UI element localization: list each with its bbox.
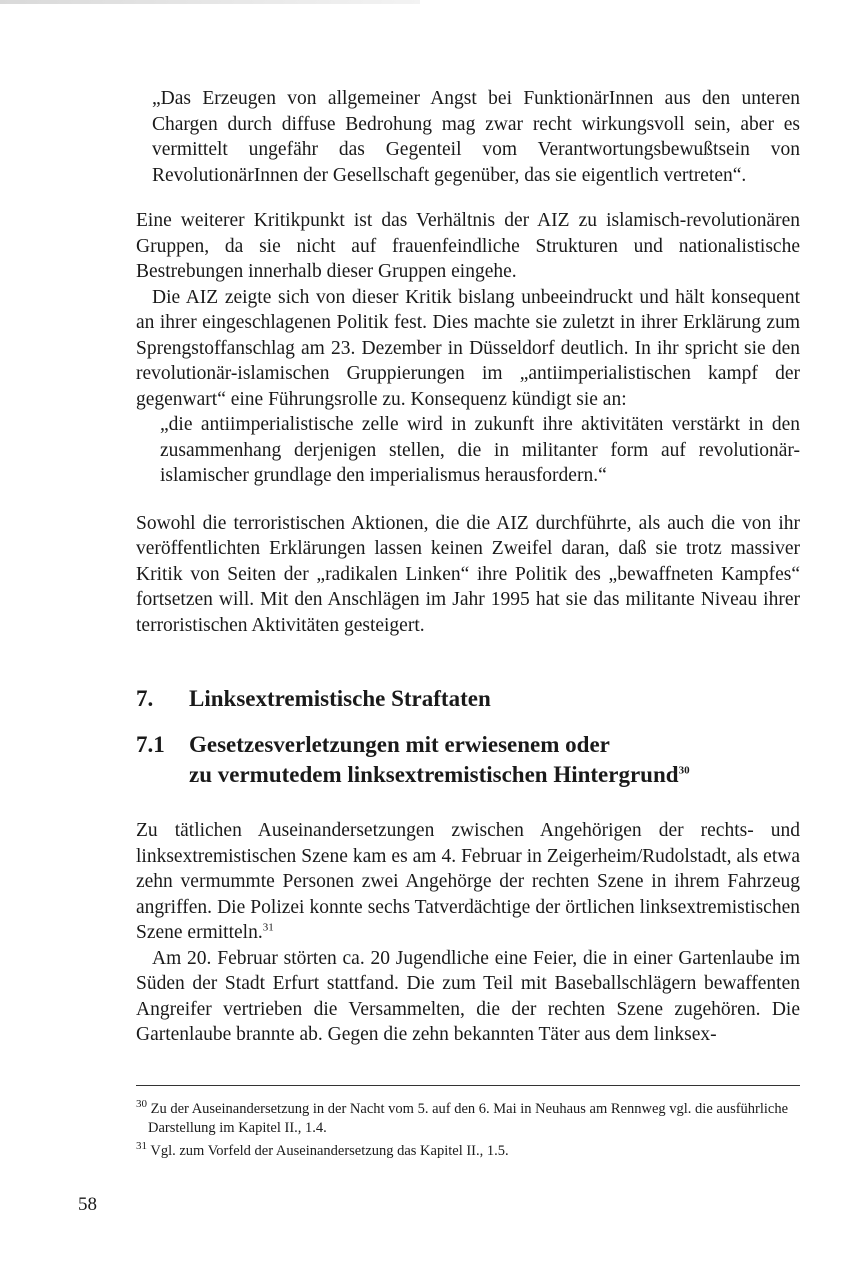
footnote xyxy=(136,1100,800,1138)
footnote-ref[interactable]: 31 xyxy=(262,921,274,934)
page-number: 58 xyxy=(78,1194,97,1215)
footnote-divider xyxy=(136,1085,800,1086)
subsection-number: 7.1 xyxy=(136,732,165,757)
footnote-text: Zu der Auseinandersetzung in der Nacht vom 5. auf den 6. Mai in Neuhaus am Rennweg vgl. die ausführliche Darstellung im Kapitel II., 1.4. xyxy=(148,1101,789,1136)
scan-edge-shadow xyxy=(0,0,420,4)
footnote-ref[interactable]: 30 xyxy=(678,764,690,777)
subsection-title-line1: Gesetzesverletzungen mit erwiesenem oder xyxy=(189,732,610,757)
footnote-text: Vgl. zum Vorfeld der Auseinandersetzung das Kapitel II., 1.5. xyxy=(150,1143,509,1159)
footnote-number: 31 xyxy=(136,1140,147,1153)
section-number: 7. xyxy=(136,686,154,711)
body-paragraph xyxy=(136,818,800,946)
subsection-title-line2: zu vermutedem linksextremistischen Hintergrund xyxy=(189,762,679,787)
body-paragraph: Sowohl die terroristischen Aktionen, die die AIZ durchführte, als auch die von ihr veröffentlichten Erklärungen lassen keinen Zweifel daran, daß sie trotz massiver Kritik von Seiten der „radikalen Linken“ ihre Politik des „bewaffneten Kampfes“ fortsetzen will. Mit den Anschlägen im Jahr 1995 hat sie das militante Niveau ihrer terroristischen Aktivitäten gesteigert. xyxy=(136,512,800,636)
footnote-number: 30 xyxy=(136,1098,147,1111)
section-title: Linksextremistische Straftaten xyxy=(189,686,491,711)
body-paragraph: Eine weiterer Kritikpunkt ist das Verhältnis der AIZ zu islamisch-revolutionären Gruppen, da sie nicht auf frauenfeindliche Strukturen und nationalistische Bestrebungen innerhalb dieser Gruppen eingehe. xyxy=(136,210,800,282)
quote-block: „Das Erzeugen von allgemeiner Angst bei FunktionärInnen aus den unteren Chargen durch diffuse Bedrohung mag zwar recht wirkungsvoll sein, aber es vermittelt ungefähr das Gegenteil vom Verantwortungsbewußtsein von RevolutionärInnen der Gesellschaft gegenüber, das sie eigentlich vertreten“. xyxy=(152,88,800,186)
section-heading xyxy=(136,684,800,714)
subsection-heading xyxy=(136,730,800,790)
page-body xyxy=(136,86,800,1048)
footnotes xyxy=(136,1100,800,1165)
body-paragraph: Am 20. Februar störten ca. 20 Jugendliche eine Feier, die in einer Gartenlaube im Süden der Stadt Erfurt stattfand. Die zum Teil mit Baseballschlägern bewaffenten Angreifer vertrieben die Versammelten, die der rechten Szene zugehören. Die Gartenlaube brannte ab. Gegen die zehn bekannten Täter aus dem linksex- xyxy=(136,947,800,1045)
quote-block: „die antiimperialistische zelle wird in zukunft ihre aktivitäten verstärkt in den zusammenhang derjenigen stellen, die in militanter form auf revolutionär-islamischer grundlage den imperialismus herausfordern.“ xyxy=(160,414,800,486)
footnote xyxy=(136,1142,800,1161)
paragraph-text: Zu tätlichen Auseinandersetzungen zwischen Angehörigen der rechts- und linksextremistischen Szene kam es am 4. Februar in Zeigerheim/Rudolstadt, als etwa zehn vermummte Personen zwei Angehörge der rechten Szene in ihrem Fahrzeug angriffen. Die Polizei konnte sechs Tatverdächtige der örtlichen linksextremistischen Szene ermitteln. xyxy=(136,820,800,943)
body-paragraph: Die AIZ zeigte sich von dieser Kritik bislang unbeeindruckt und hält konsequent an ihrer eingeschlagenen Politik fest. Dies machte sie zuletzt in ihrer Erklärung zum Sprengstoffanschlag am 23. Dezember in Düsseldorf deutlich. In ihr spricht sie den revolutionär-islamischen Gruppierungen im „antiimperialistischen kampf der gegenwart“ eine Führungsrolle zu. Konsequenz kündigt sie an: xyxy=(136,286,800,410)
